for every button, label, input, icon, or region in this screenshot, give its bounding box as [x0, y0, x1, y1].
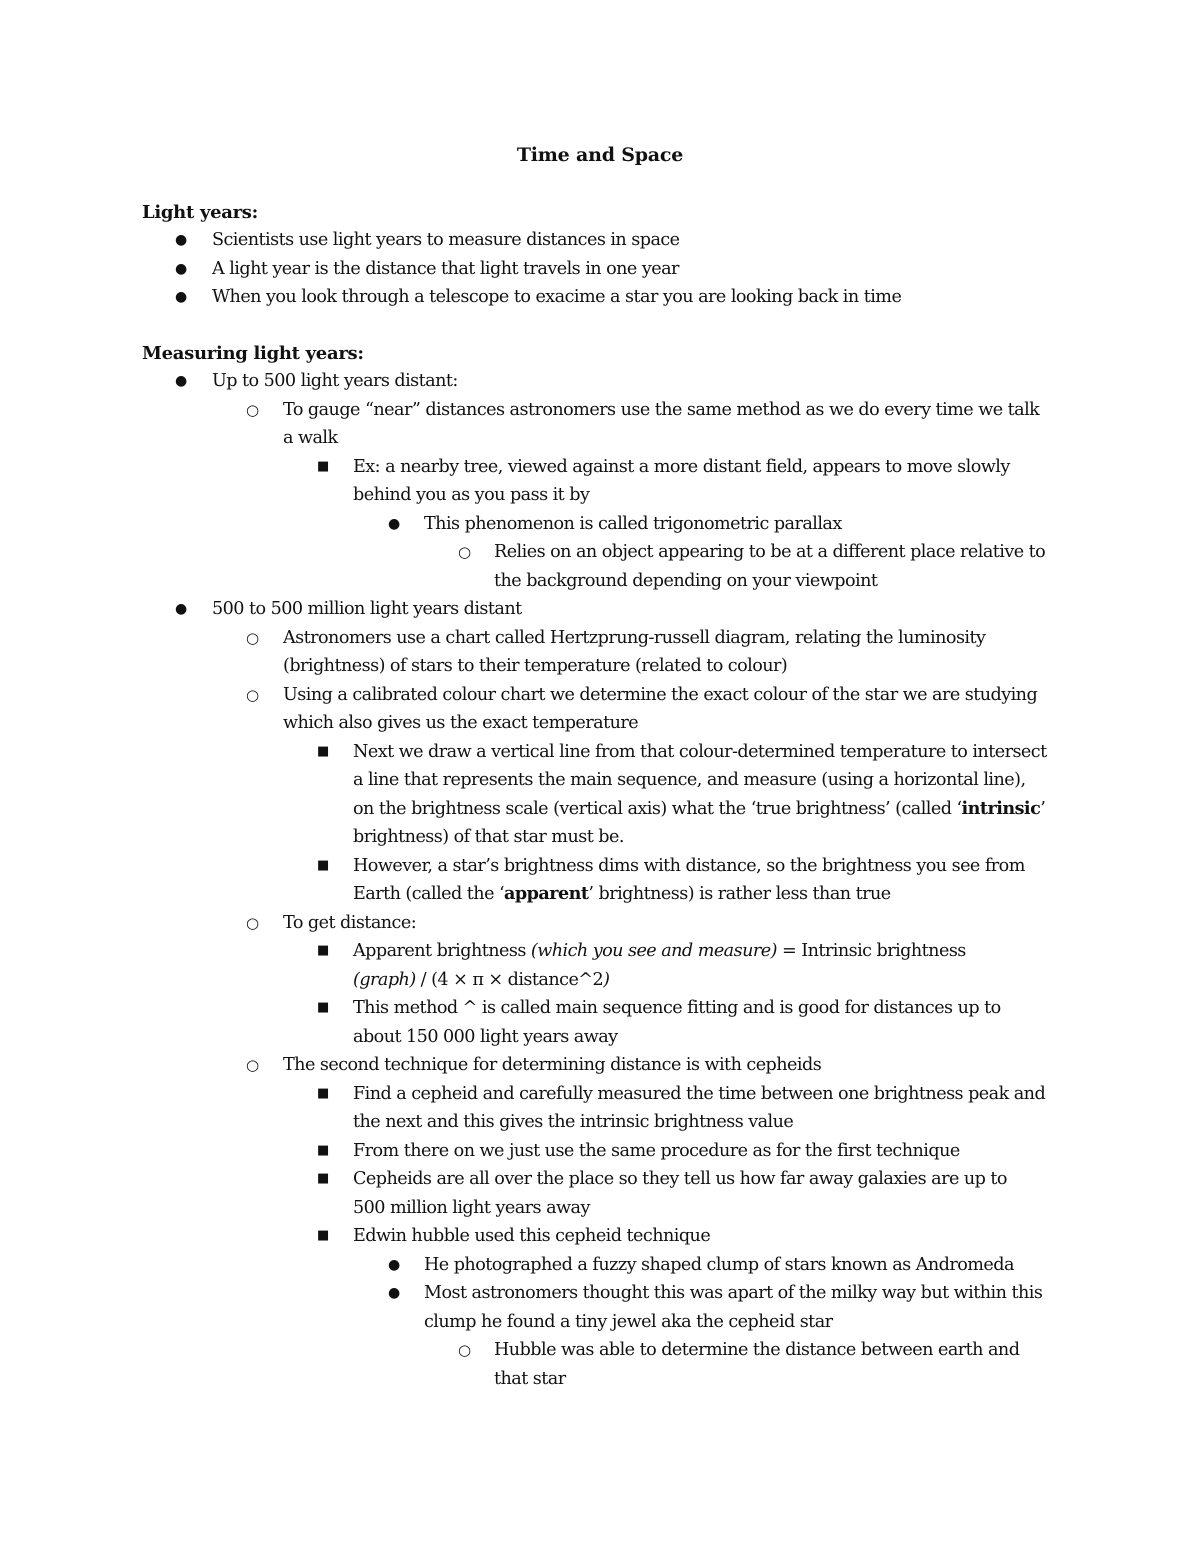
list-item-continuation: (graph) / (4 × π × distance^2) [353, 969, 610, 990]
list-item-continuation: that star [494, 1368, 566, 1389]
list-item-continuation: 500 million light years away [353, 1197, 590, 1218]
bullet-square-icon: ■ [317, 1171, 329, 1186]
light-years-list [0, 226, 1200, 312]
bullet-square-icon: ■ [317, 1085, 329, 1101]
list-item: ■ However, a star’s brightness dims with distance, so the brightness you see from [0, 852, 1200, 881]
list-item-continuation: behind you as you pass it by [353, 485, 590, 505]
list-item: ○ Using a calibrated colour chart we determine the exact colour of the star we are studying [0, 681, 1200, 710]
list-item: ■ Cepheids are all over the place so they tell us how far away galaxies are up to [0, 1165, 1200, 1194]
bullet-disc-icon: ● [388, 1256, 400, 1273]
list-item: ○ The second technique for determining distance is with cepheids [0, 1051, 1200, 1080]
italic-paren: ) [603, 969, 610, 990]
italic-note: (which you see and measure) [530, 941, 777, 961]
bullet-disc-icon: ● [388, 515, 400, 532]
bullet-disc-icon: ● [388, 1285, 400, 1301]
list-item-continuation: the background depending on your viewpoint [494, 570, 878, 591]
list-item: ■ Edwin hubble used this cepheid technique [0, 1222, 1200, 1251]
list-item: ○ To get distance: [0, 909, 1200, 938]
list-item-continuation: Earth (called the ‘apparent’ brightness) is rather less than true [353, 883, 891, 904]
bullet-disc-icon: ● [175, 289, 187, 305]
bullet-circle-icon: ○ [246, 400, 259, 419]
list-item-continuation: about 150 000 light years away [353, 1026, 618, 1047]
bullet-square-icon: ■ [317, 943, 329, 958]
measuring-list [0, 367, 1200, 1393]
page-title: Time and Space [516, 144, 684, 166]
bullet-disc-icon: ● [175, 601, 187, 617]
list-item: ■ From there on we just use the same procedure as for the first technique [0, 1137, 1200, 1166]
list-item: ■ Next we draw a vertical line from that colour-determined temperature to intersect [0, 738, 1200, 767]
list-item-continuation: clump he found a tiny jewel aka the cepheid star [424, 1311, 833, 1332]
list-item: ● He photographed a fuzzy shaped clump of stars known as Andromeda [0, 1251, 1200, 1280]
list-item: ○ To gauge “near” distances astronomers use the same method as we do every time we talk [0, 396, 1200, 425]
list-item: ■ Ex: a nearby tree, viewed against a more distant field, appears to move slowly [0, 453, 1200, 482]
list-item: ● Up to 500 light years distant: [0, 367, 1200, 396]
bullet-square-icon: ■ [317, 743, 329, 759]
list-item-continuation: the next and this gives the intrinsic brightness value [353, 1112, 794, 1132]
bullet-circle-icon: ○ [458, 543, 471, 561]
bullet-circle-icon: ○ [246, 628, 259, 647]
list-item-continuation: which also gives us the exact temperature [283, 713, 639, 733]
bold-intrinsic: intrinsic [961, 797, 1041, 819]
list-item-continuation: a walk [283, 428, 338, 448]
bullet-square-icon: ■ [317, 458, 329, 474]
list-item: ● This phenomenon is called trigonometric parallax [0, 510, 1200, 539]
list-item: ● A light year is the distance that light travels in one year [0, 255, 1200, 284]
list-item: ● When you look through a telescope to exacime a star you are looking back in time [0, 283, 1200, 312]
list-item: ● Most astronomers thought this was apart of the milky way but within this [0, 1279, 1200, 1308]
bullet-disc-icon: ● [175, 260, 187, 277]
bullet-circle-icon: ○ [458, 1341, 471, 1359]
list-item: ■ Find a cepheid and carefully measured the time between one brightness peak and [0, 1080, 1200, 1109]
bullet-disc-icon: ● [175, 373, 187, 389]
bullet-square-icon: ■ [317, 1228, 329, 1243]
bullet-circle-icon: ○ [246, 913, 259, 932]
section-heading-light-years: Light years: [142, 202, 258, 223]
italic-graph: (graph) [353, 969, 416, 990]
bullet-circle-icon: ○ [246, 685, 259, 704]
list-item: ● Scientists use light years to measure distances in space [0, 226, 1200, 255]
list-item: ○ Relies on an object appearing to be at a different place relative to [0, 538, 1200, 567]
bullet-disc-icon: ● [175, 232, 187, 248]
section-heading-measuring: Measuring light years: [142, 343, 364, 364]
list-item-continuation: brightness) of that star must be. [353, 827, 624, 847]
list-item: ■ This method ^ is called main sequence fitting and is good for distances up to [0, 994, 1200, 1023]
list-item: ● 500 to 500 million light years distant [0, 595, 1200, 624]
list-item-continuation: on the brightness scale (vertical axis) what the ‘true brightness’ (called ‘intrinsic’ [353, 797, 1046, 819]
bullet-circle-icon: ○ [246, 1056, 259, 1074]
list-item: ○ Astronomers use a chart called Hertzprung-russell diagram, relating the luminosity [0, 624, 1200, 653]
bullet-square-icon: ■ [317, 1000, 329, 1015]
bullet-square-icon: ■ [317, 1142, 329, 1158]
list-item-continuation: a line that represents the main sequence, and measure (using a horizontal line), [353, 770, 1026, 790]
list-item: ■ Apparent brightness (which you see and measure) = Intrinsic brightness [0, 937, 1200, 966]
bullet-square-icon: ■ [317, 857, 329, 873]
list-item-continuation: (brightness) of stars to their temperature (related to colour) [283, 656, 788, 676]
bold-apparent: apparent [504, 883, 589, 904]
list-item: ○ Hubble was able to determine the distance between earth and [0, 1336, 1200, 1365]
